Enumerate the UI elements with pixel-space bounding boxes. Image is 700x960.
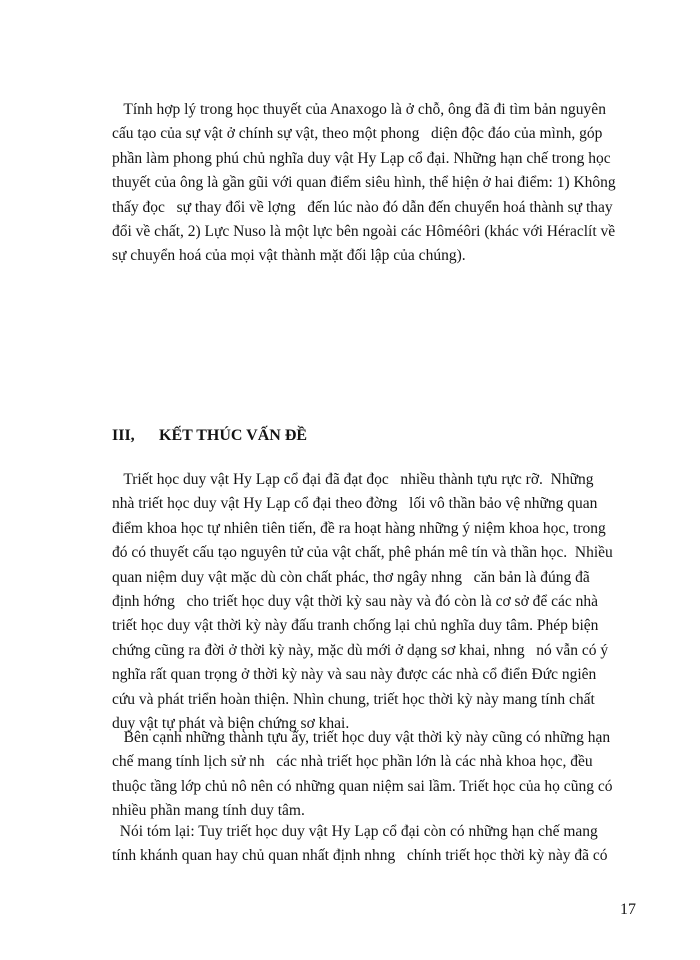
text-line: Bên cạnh những thành tựu ấy, triết học duy vật thời kỳ này cũng có những hạn bbox=[112, 729, 611, 746]
text-line: thấy đọc sự thay đổi về lợng đến lúc nào đó dẫn đến chuyển hoá thành sự thay bbox=[112, 198, 613, 216]
text-line: đó có thuyết cấu tạo nguyên tử của vật chất, phê phán mê tín và thần học. Nhiều bbox=[112, 544, 613, 562]
text-line: nghĩa rất quan trọng ở thời kỳ này và sau này được các nhà cổ điển Đức ngiên bbox=[112, 666, 597, 684]
text-line: chế mang tính lịch sử nh các nhà triết học phần lớn là các nhà khoa học, đều bbox=[112, 753, 593, 771]
text-line: nhà triết học duy vật Hy Lạp cổ đại theo đờng lối vô thần bảo vệ những quan bbox=[112, 495, 598, 513]
text-line: Triết học duy vật Hy Lạp cổ đại đã đạt đọc nhiều thành tựu rực rỡ. Những bbox=[112, 471, 594, 488]
text-line: nhiều phần mang tính duy tâm. bbox=[112, 802, 305, 820]
text-line: chứng cũng ra đời ở thời kỳ này, mặc dù mới ở dạng sơ khai, nhng nó vẫn có ý bbox=[112, 641, 609, 659]
text-line: cấu tạo của sự vật ở chính sự vật, theo một phong diện độc đáo của mình, góp bbox=[112, 125, 603, 143]
text-line: định hớng cho triết học duy vật thời kỳ sau này và đó còn là cơ sở để các nhà bbox=[112, 593, 599, 611]
text-line: duy vật tự phát và biện chứng sơ khai. bbox=[112, 715, 350, 733]
page-number: 17 bbox=[620, 901, 636, 918]
paragraph-summary bbox=[112, 820, 640, 869]
text-line: tính khánh quan hay chủ quan nhất định nhng chính triết học thời kỳ này đã có bbox=[112, 847, 608, 865]
text-line: quan niệm duy vật mặc dù còn chất phác, thơ ngây nhng căn bản là đúng đã bbox=[112, 568, 590, 586]
section-number: III, bbox=[112, 427, 135, 444]
text-line: thuộc tầng lớp chủ nô nên có những quan niệm sai lầm. Triết học của họ cũng có bbox=[112, 777, 613, 795]
text-line: sự chuyển hoá của mọi vật thành mặt đối lập của chúng). bbox=[112, 247, 466, 265]
section-title: KẾT THÚC VẤN ĐỀ bbox=[159, 427, 308, 444]
paragraph-achievements bbox=[112, 468, 640, 736]
text-line: điểm khoa học tự nhiên tiên tiến, đề ra hoạt hàng những ý niệm khoa học, trong bbox=[112, 519, 606, 537]
text-line: phần làm phong phú chủ nghĩa duy vật Hy Lạp cổ đại. Những hạn chế trong học bbox=[112, 149, 611, 167]
text-line: Tính hợp lý trong học thuyết của Anaxogo là ở chỗ, ông đã đi tìm bản nguyên bbox=[112, 101, 606, 118]
text-line: triết học duy vật thời kỳ này đấu tranh chống lại chủ nghĩa duy tâm. Phép biện bbox=[112, 617, 599, 635]
text-line: Nói tóm lại: Tuy triết học duy vật Hy Lạp cổ đại còn có những hạn chế mang bbox=[112, 823, 598, 840]
paragraph-anaxogo bbox=[112, 98, 640, 269]
section-heading bbox=[112, 427, 640, 445]
text-line: cứu và phát triển hoàn thiện. Nhìn chung, triết học thời kỳ này mang tính chất bbox=[112, 690, 595, 708]
text-line: đổi về chất, 2) Lực Nuso là một lực bên ngoài các Hôméôri (khác với Héraclít về bbox=[112, 223, 616, 241]
paragraph-limitations bbox=[112, 726, 640, 824]
text-line: thuyết của ông là gần gũi với quan điểm siêu hình, thể hiện ở hai điểm: 1) Không bbox=[112, 174, 616, 192]
